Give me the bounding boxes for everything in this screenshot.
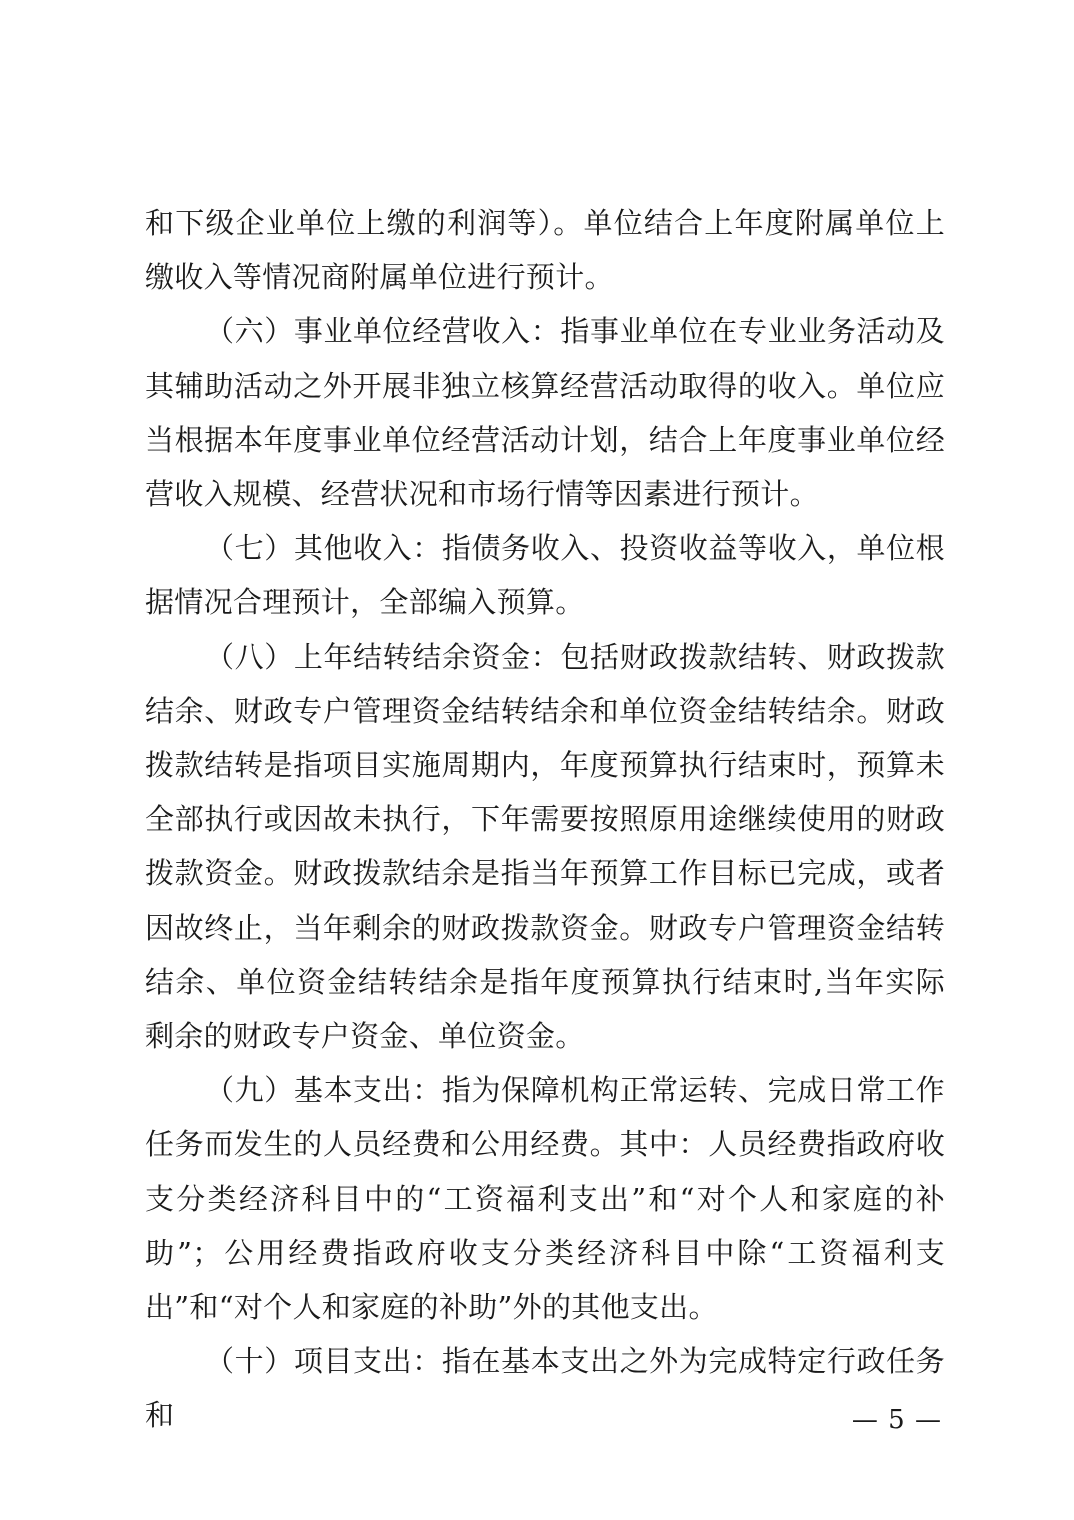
paragraph-item-10: （十）项目支出：指在基本支出之外为完成特定行政任务和 — [145, 1344, 945, 1433]
paragraph-item-8: （八）上年结转结余资金：包括财政拨款结转、财政拨款结余、财政专户管理资金结转结余和单位资金结转结余。财政拨款结转是指项目实施周期内，年度预算执行结束时，预算未全部执行或因故未执行，下年需要按照原用途继续使用的财政拨款资金。财政拨款结余是指当年预算工作目标已完成，或者因故终止，当年剩余的财政拨款资金。财政专户管理资金结转结余、单位资金结转结余是指年度预算执行结束时,当年实际剩余的财政专户资金、单位资金。 — [145, 639, 945, 1054]
paragraph-item-9: （九）基本支出：指为保障机构正常运转、完成日常工作任务而发生的人员经费和公用经费。其中：人员经费指政府收支分类经济科目中的“工资福利支出”和“对个人和家庭的补助”；公用经费指政府收支分类经济科目中除“工资福利支出”和“对个人和家庭的补助”外的其他支出。 — [145, 1073, 945, 1325]
page-number: — 5 — — [851, 1405, 942, 1435]
paragraph-continuation: 和下级企业单位上缴的利润等）。单位结合上年度附属单位上缴收入等情况商附属单位进行预计。 — [145, 206, 945, 295]
document-body — [145, 196, 945, 1443]
paragraph-item-6: （六）事业单位经营收入：指事业单位在专业业务活动及其辅助活动之外开展非独立核算经营活动取得的收入。单位应当根据本年度事业单位经营活动计划，结合上年度事业单位经营收入规模、经营状况和市场行情等因素进行预计。 — [145, 314, 945, 512]
paragraph-item-7: （七）其他收入：指债务收入、投资收益等收入，单位根据情况合理预计，全部编入预算。 — [145, 531, 945, 620]
